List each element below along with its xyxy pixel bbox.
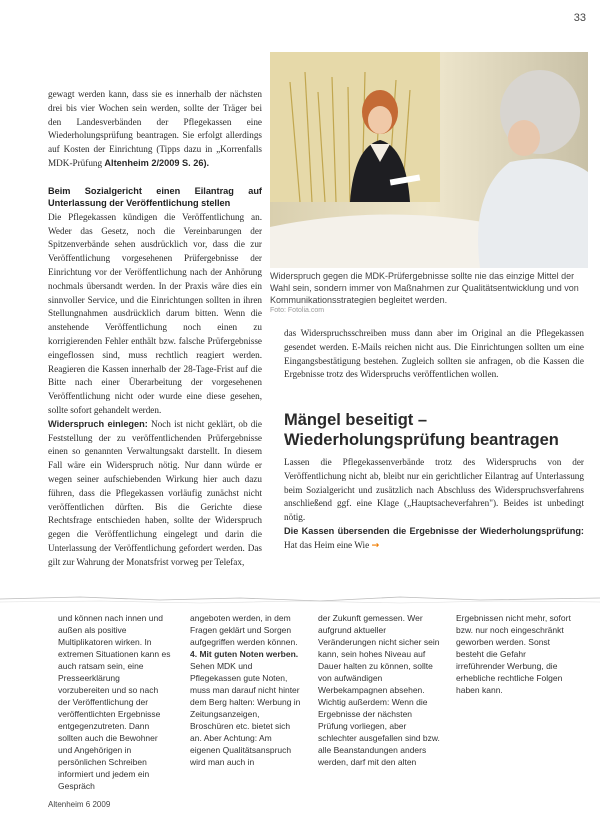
photo-caption: Widerspruch gegen die MDK-Prüfergebnisse sollte nie das einzige Mittel der Wahl sein, sondern immer von Maßnahmen zur Qualitätsentwicklung und von Kommunikationsstrategien begleitet werden. xyxy=(270,271,579,305)
bottom-column-4: Ergebnissen nicht mehr, sofort bzw. nur noch eingeschränkt geworben werden. Sonst besteht die Gefahr irreführender Werbung, die erhebliche rechtliche Folgen haben kann. xyxy=(456,613,571,695)
section-headline: Mängel beseitigt – Wiederholungsprüfung beantragen xyxy=(284,411,559,449)
left-text-column xyxy=(48,88,262,570)
body-paragraph-1: Die Pflegekassen kündigen die Veröffentlichung an. Weder das Gesetz, noch die Vereinbarungen der Spitzenverbände sehen ausdrücklich vor, dass die zur Veröffentlichung vorgesehenen Prüfergebnisse der Einrichtung vor der Veröffentlichung nach der Anhörung nochmals übersandt werden. In der Praxis wäre dies ein sinnvoller Service, und die Einrichtungen sollten in ihren Stellungnahmen ausdrücklich darum bitten. Wenn die anstehende Veröffentlichung noch einen zu korrigierenden Fehler enthält bzw. falsche Prüfergebnisse eingeflossen sind, muss rechtlich reagiert werden. Reagieren die Kassen innerhalb der 28-Tage-Frist auf die Bitte nach einer Überarbeitung der vorgesehenen Veröffentlichung nicht oder wurde eine diese gesehen, sollte sofort gehandelt werden. xyxy=(48,211,262,415)
right-paragraph-2: Lassen die Pflegekassenverbände trotz des Widerspruchs von der Veröffentlichung nicht ab, bleibt nur ein gerichtlicher Eilantrag auf Unterlassung beim Sozialgericht und zusätzlich nach Abschluss des Widerspruchsverfahrens anschließend ggf. eine Klage („Hauptsacheverfahren"). Beides ist unbedingt nötig. xyxy=(284,457,584,523)
bottom-column-3: der Zukunft gemessen. Wer aufgrund aktueller Veränderungen nicht sicher sein kann, sein hohes Niveau auf Dauer halten zu können, sollte von aufwändigen Werbekampagnen absehen. Wichtig außerdem: Wenn die Ergebnisse der nächsten Prüfung vorliegen, aber schlechter ausgefallen sind bzw. alle Beanstandungen anders werden, darf mit den alten xyxy=(318,613,440,767)
bottom-column-2: angeboten werden, in dem Fragen geklärt und Sorgen aufgegriffen werden können. 4. Mit guten Noten werben. Sehen MDK und Pflegekassen gute Noten, muss man darauf nicht hinter dem Berg halten: Werbung in Zeitungsanzeigen, Broschüren etc. bietet sich an. Aber Achtung: Am eigenen Qualitätsanspruch wird man auch in xyxy=(190,613,301,767)
footer-issue: Altenheim 6 2009 xyxy=(48,800,111,809)
page-number: 33 xyxy=(573,12,586,24)
right-paragraph-1: das Widerspruchsschreiben muss dann aber im Original an die Pflegekassen gesendet werden. E-Mails reichen nicht aus. Die Einrichtungen sollten um eine Eingangsbestätigung bestehen. Zugleich sollten sie anfragen, ob die Kassen die Ergebnisse trotz des Widerspruchs veröffentlichen wollen. xyxy=(284,328,584,380)
run-in-heading-2: Die Kassen übersenden die Ergebnisse der Wiederholungsprüfung: xyxy=(284,525,584,536)
section-subheading: Beim Sozialgericht einen Eilantrag auf Unterlassung der Veröffentlichung stellen xyxy=(48,185,262,208)
body-paragraph-2: Widerspruch einlegen: Noch ist nicht geklärt, ob die Feststellung der zu veröffentlichenden Prüfergebnisse einen so genannten Verwaltungsakt darstellt. In diesem Fall wäre ein Widerspruch nötig. Nur dann würde er wegen seiner aufschiebenden Wirkung hier auch dazu führen, dass die Pflegekassen vorläufig zunächst nicht veröffentlichen dürften. Bis die Gerichte diese Rechtsfrage entschieden haben, sollte der Widerspruch gegen die Veröffentlichung eingelegt und darin die Unterlassung der Veröffentlichung gefordert werden. Das gilt zur Wahrung der Monatsfrist vorweg per Telefax, xyxy=(48,418,262,567)
run-in-heading: Widerspruch einlegen: xyxy=(48,418,148,429)
continue-arrow-icon: → xyxy=(371,539,380,551)
page-tear-divider xyxy=(0,592,600,606)
right-text-column-lower xyxy=(284,456,584,553)
bottom-column-1: und können nach innen und außen als positive Multiplikatoren wirken. In extremen Situationen kann es auch ratsam sein, eine Presseerklärung vorzubereiten und so nach der Veröffentlichung der veröffentlichten Ergebnisse entgegenzutreten. Dann sollten auch die Bewohner und Angehörigen in persönlichen Schreiben informiert und jedem ein Gespräch xyxy=(58,613,171,791)
right-text-column xyxy=(284,327,584,382)
right-paragraph-3: Die Kassen übersenden die Ergebnisse der Wiederholungsprüfung: Hat das Heim eine Wie → xyxy=(284,525,584,551)
lead-paragraph: gewagt werden kann, dass sie es innerhalb der nächsten drei bis vier Wochen sein werden, sollte der Träger bei den Landesverbänden der Pflegekassen eine Wiederholungsprüfung beantragen. Sie erfolgt allerdings auf Kosten der Einrichtung (Tipps dazu in „Korrenfalls MDK-Prüfung Altenheim 2/2009 S. 26). xyxy=(48,89,262,168)
office-meeting-photo xyxy=(270,52,588,268)
list-item-heading: 4. Mit guten Noten werben. xyxy=(190,649,299,659)
lead-reference: Altenheim 2/2009 S. 26). xyxy=(104,157,210,168)
photo-illustration xyxy=(270,52,588,268)
photo-credit: Foto: Fotolia.com xyxy=(270,307,325,314)
